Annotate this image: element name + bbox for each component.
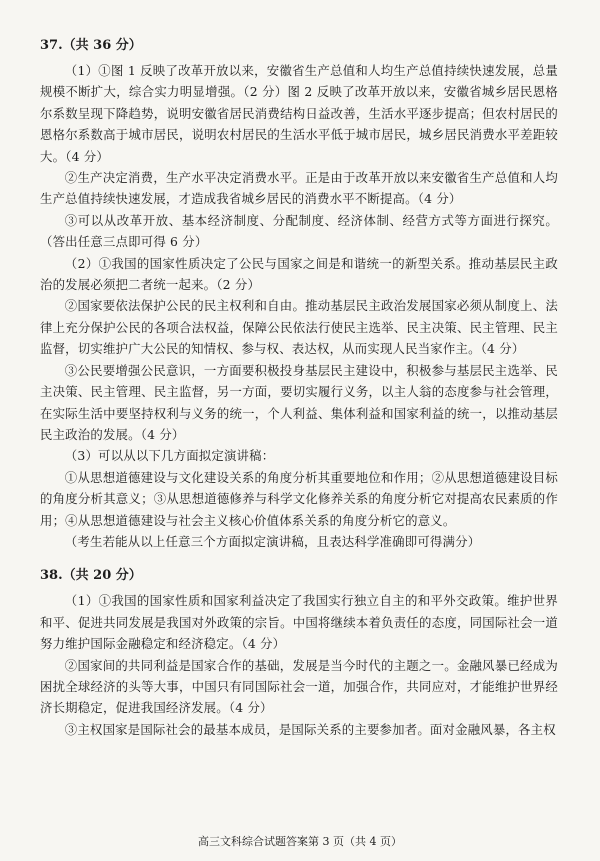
q37-paragraph-4: （2）①我国的国家性质决定了公民与国家之间是和谐统一的新型关系。推动基层民主政治的发展必须把二者统一起来。（2 分） bbox=[40, 255, 558, 293]
q38-paragraph-3: ③主权国家是国际社会的最基本成员，是国际关系的主要参加者。面对金融风暴，各主权 bbox=[64, 721, 556, 737]
page-footer: 高三文科综合试题答案第 3 页（共 4 页） bbox=[198, 835, 402, 848]
question-37 bbox=[40, 36, 558, 552]
q37-paragraph-8: ①从思想道德建设与文化建设关系的角度分析其重要地位和作用；②从思想道德建设目标的角度分析其意义；③从思想道德修养与科学文化修养关系的角度分析它对提高农民素质的作用；④从思想道德建设与社会主义核心价值体系关系的角度分析它的意义。 bbox=[40, 469, 558, 528]
q38-paragraph-2: ②国家间的共同利益是国家合作的基础，发展是当今时代的主题之一。金融风暴已经成为困扰全球经济的头等大事，中国只有同国际社会一道，加强合作，共同应对，才能维护世界经济长期稳定，促进我国经济发展。（4 分） bbox=[40, 657, 558, 716]
q38-paragraph-1: （1）①我国的国家性质和国家利益决定了我国实行独立自主的和平外交政策。维护世界和平、促进共同发展是我国对外政策的宗旨。中国将继续本着负责任的态度，同国际社会一道努力维护国际金融稳定和经济稳定。（4 分） bbox=[40, 593, 558, 652]
q37-paragraph-2: ②生产决定消费，生产水平决定消费水平。正是由于改革开放以来安徽省生产总值和人均生产总值持续快速发展，才造成我省城乡居民的消费水平不断提高。（4 分） bbox=[40, 170, 558, 207]
q37-paragraph-7: （3）可以从以下几方面拟定演讲稿： bbox=[64, 448, 275, 464]
q37-paragraph-6: ③公民要增强公民意识，一方面要积极投身基层民主建设中，积极参与基层民主选举、民主决策、民主管理、民主监督，另一方面，要切实履行义务，以主人翁的态度参与社会管理，在实际生活中要坚持权利与义务的统一，个人利益、集体利益和国家利益的统一，以推动基层民主政治的发展。（4 分） bbox=[40, 362, 558, 442]
question-37-heading: 37.（共 36 分） bbox=[40, 38, 142, 53]
q37-paragraph-9: （考生若能从以上任意三个方面拟定演讲稿，且表达科学准确即可得满分） bbox=[64, 533, 481, 549]
question-38 bbox=[40, 566, 558, 740]
section-gap bbox=[40, 552, 558, 566]
q37-paragraph-5: ②国家要依法保护公民的民主权利和自由。推动基层民主政治发展国家必须从制度上、法律上充分保护公民的各项合法权益，保障公民依法行使民主选举、民主决策、民主管理、民主监督，切实维护广大公民的知情权、参与权、表达权，从而实现人民当家作主。（4 分） bbox=[40, 298, 558, 357]
q37-paragraph-1: （1）①图 1 反映了改革开放以来，安徽省生产总值和人均生产总值持续快速发展，总量规模不断扩大，综合实力明显增强。（2 分）图 2 反映了改革开放以来，安徽省城乡居民恩格尔系数呈现下降趋势，说明安徽省居民消费结构日益改善，生活水平逐步提高；但农村居民的恩格尔系数高于城市居民，说明农村居民的生活水平低于城市居民，城乡居民消费水平差距较大。（4 分） bbox=[40, 63, 558, 164]
q37-paragraph-3: ③可以从改革开放、基本经济制度、分配制度、经济体制、经营方式等方面进行探究。（答出任意三点即可得 6 分） bbox=[40, 212, 558, 250]
question-38-heading: 38.（共 20 分） bbox=[40, 568, 142, 584]
